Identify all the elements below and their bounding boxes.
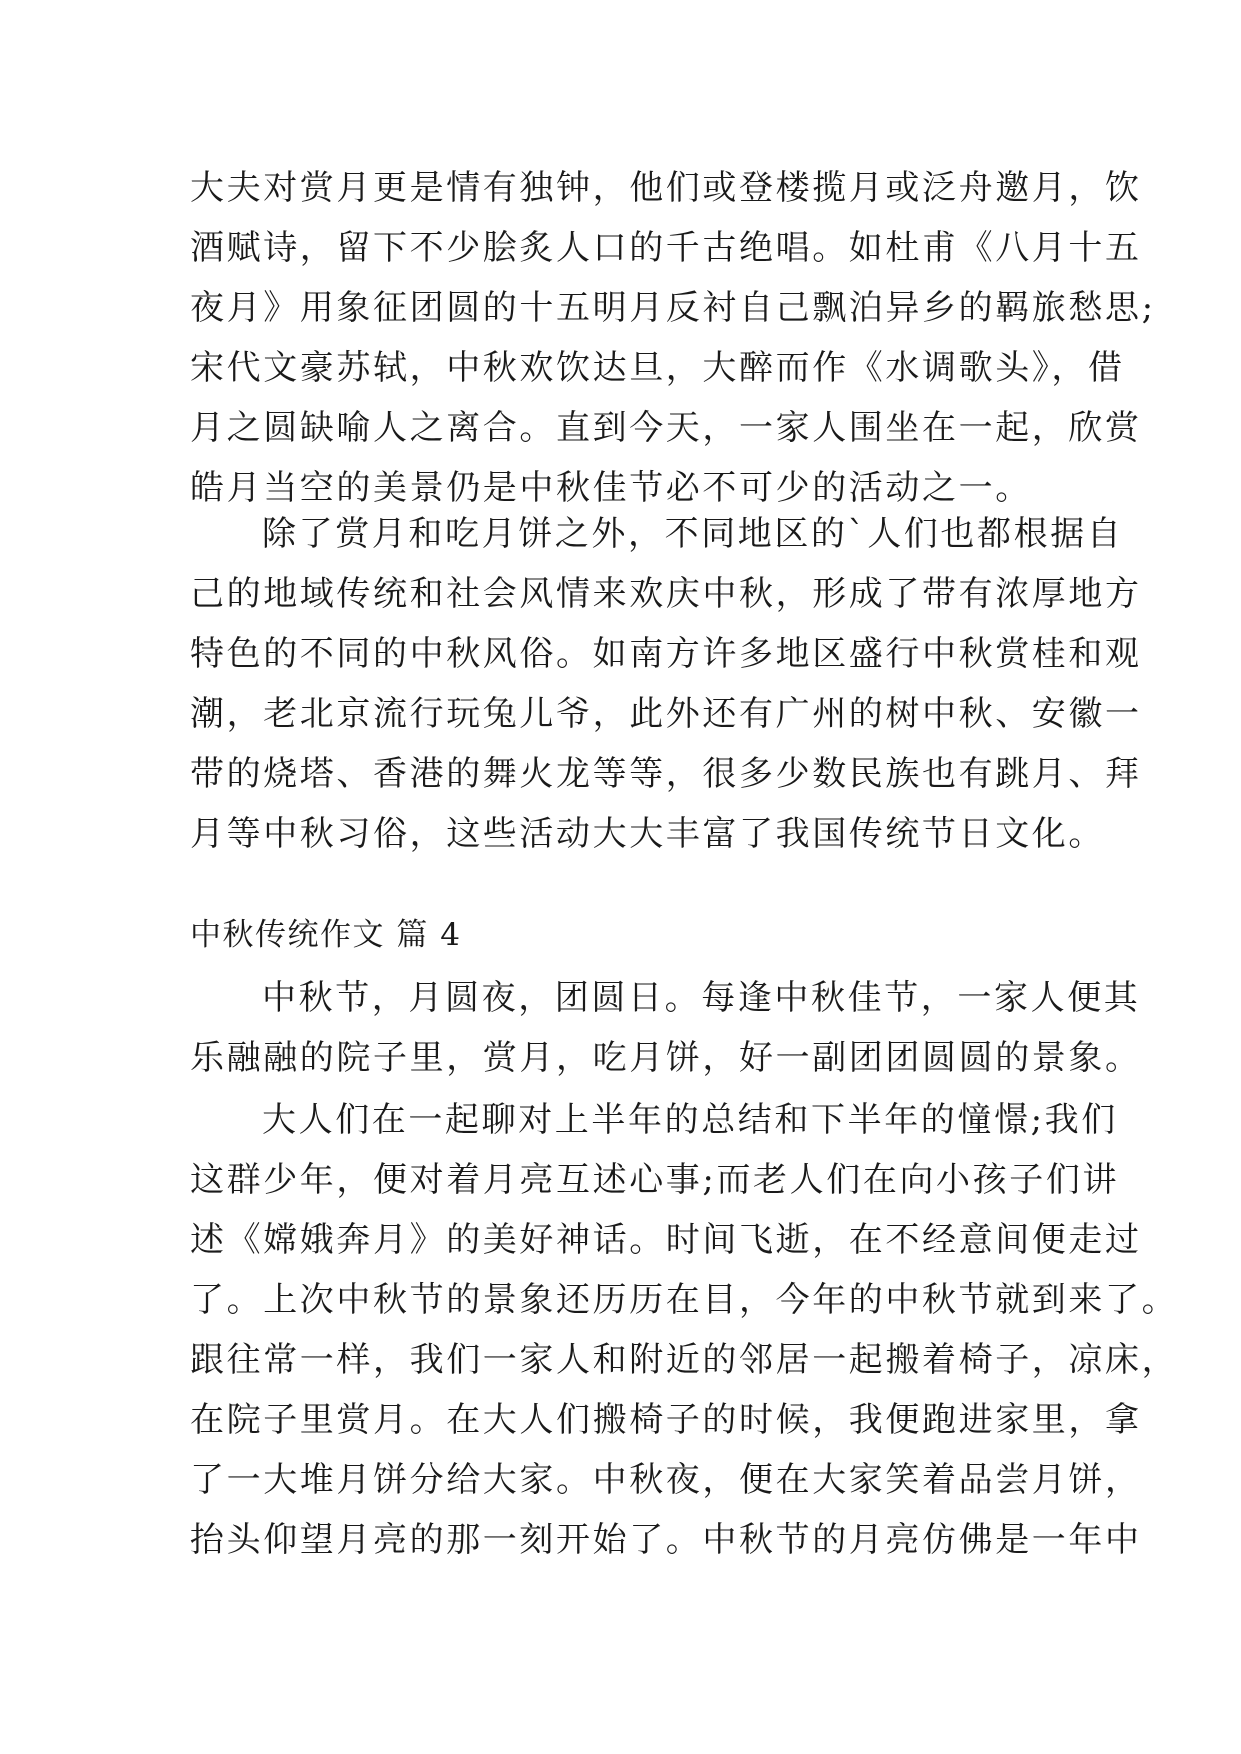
paragraph-mid-autumn-night bbox=[190, 968, 1142, 1088]
paragraph-family-gathering bbox=[190, 1090, 1179, 1570]
text-line: 月等中秋习俗，这些活动大大丰富了我国传统节日文化。 bbox=[190, 814, 1105, 854]
text-line: 跟往常一样，我们一家人和附近的邻居一起搬着椅子，凉床， bbox=[190, 1340, 1179, 1380]
text-line: 中秋节，月圆夜，团圆日。每逢中秋佳节，一家人便其 bbox=[262, 978, 1141, 1018]
text-line: 这群少年，便对着月亮互述心事;而老人们在向小孩子们讲 bbox=[190, 1160, 1120, 1200]
paragraph-moon-appreciation bbox=[190, 158, 1156, 518]
text-line: 夜月》用象征团圆的十五明月反衬自己飘泊异乡的羁旅愁思; bbox=[190, 288, 1156, 328]
text-line: 除了赏月和吃月饼之外，不同地区的`人们也都根据自 bbox=[262, 514, 1124, 554]
text-line: 带的烧塔、香港的舞火龙等等，很多少数民族也有跳月、拜 bbox=[190, 754, 1142, 794]
text-line: 大人们在一起聊对上半年的总结和下半年的憧憬;我们 bbox=[262, 1100, 1118, 1140]
text-line: 在院子里赏月。在大人们搬椅子的时候，我便跑进家里，拿 bbox=[190, 1400, 1142, 1440]
text-line: 乐融融的院子里，赏月，吃月饼，好一副团团圆圆的景象。 bbox=[190, 1038, 1142, 1078]
text-line: 宋代文豪苏轼，中秋欢饮达旦，大醉而作《水调歌头》，借 bbox=[190, 348, 1125, 388]
text-line: 潮，老北京流行玩兔儿爷，此外还有广州的树中秋、安徽一 bbox=[190, 694, 1142, 734]
section-heading: 中秋传统作文 篇 4 bbox=[190, 917, 462, 953]
paragraph-regional-customs bbox=[190, 504, 1142, 864]
text-line: 了。上次中秋节的景象还历历在目，今年的中秋节就到来了。 bbox=[190, 1280, 1179, 1320]
text-line: 皓月当空的美景仍是中秋佳节必不可少的活动之一。 bbox=[190, 468, 1032, 508]
text-line: 抬头仰望月亮的那一刻开始了。中秋节的月亮仿佛是一年中 bbox=[190, 1520, 1142, 1560]
text-line: 述《嫦娥奔月》的美好神话。时间飞逝，在不经意间便走过 bbox=[190, 1220, 1142, 1260]
text-line: 月之圆缺喻人之离合。直到今天，一家人围坐在一起，欣赏 bbox=[190, 408, 1142, 448]
text-line: 特色的不同的中秋风俗。如南方许多地区盛行中秋赏桂和观 bbox=[190, 634, 1142, 674]
text-line: 己的地域传统和社会风情来欢庆中秋，形成了带有浓厚地方 bbox=[190, 574, 1142, 614]
text-line: 大夫对赏月更是情有独钟，他们或登楼揽月或泛舟邀月，饮 bbox=[190, 168, 1142, 208]
text-line: 了一大堆月饼分给大家。中秋夜，便在大家笑着品尝月饼， bbox=[190, 1460, 1142, 1500]
text-line: 酒赋诗，留下不少脍炙人口的千古绝唱。如杜甫《八月十五 bbox=[190, 228, 1142, 268]
